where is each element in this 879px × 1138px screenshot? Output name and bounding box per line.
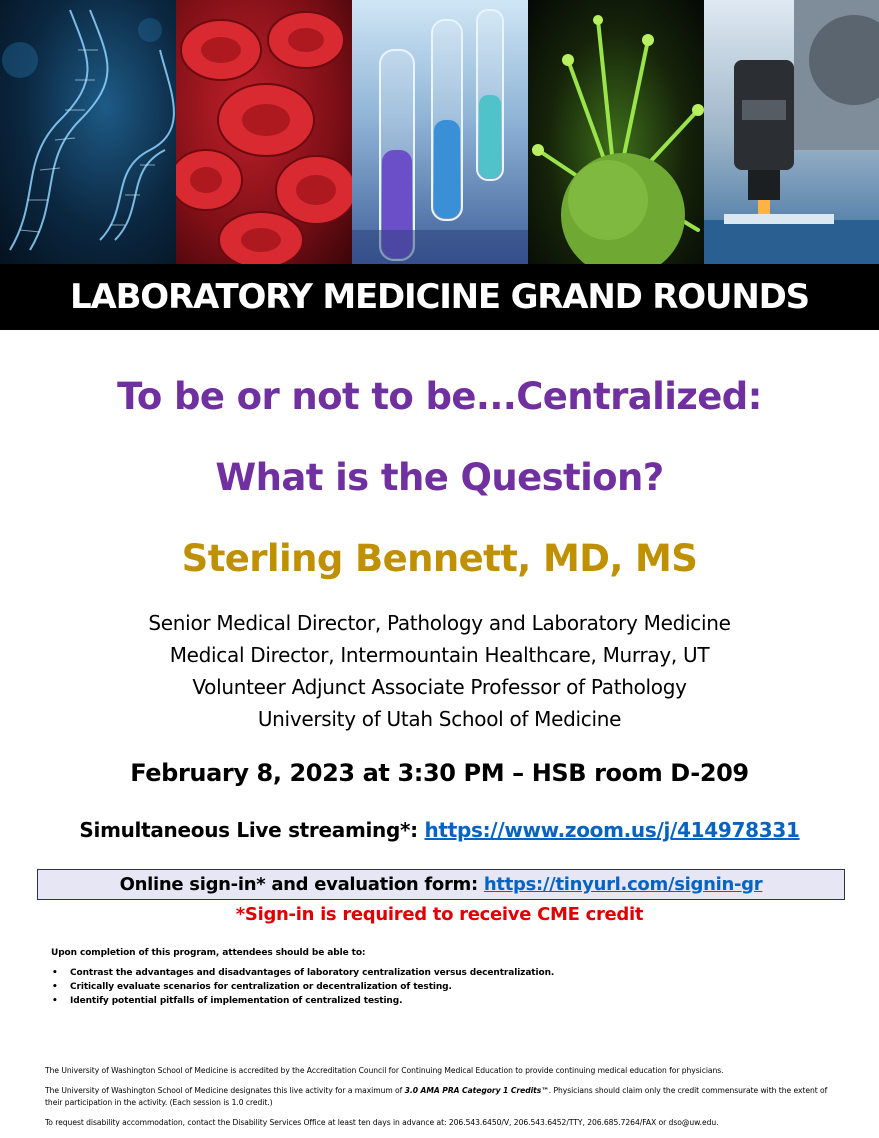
- stream-label: Simultaneous Live streaming*:: [79, 818, 425, 842]
- grand-rounds-title-bar: [0, 264, 879, 330]
- objectives-list: [52, 966, 554, 1008]
- accreditation-statement: The University of Washington School of Medicine is accredited by the Accreditation Council for Continuing Medical Education to provide continuing medical education for physicians.: [45, 1066, 724, 1075]
- test-tubes-image: [352, 0, 528, 264]
- list-item: • Contrast the advantages and disadvantages of laboratory centralization versus decentralization.: [52, 968, 555, 978]
- blood-cells-image: [176, 0, 352, 264]
- speaker-affiliation: Medical Director, Intermountain Healthcare, Murray, UT: [169, 643, 710, 667]
- credit-designation: The University of Washington School of Medicine designates this live activity for a maximum of 3.0 AMA PRA Category 1 Credits™. Physicians should claim only the credit commensurate with the extent of their participation in the activity. (Each session is 1.0 credit.): [45, 1086, 828, 1107]
- event-datetime: February 8, 2023 at 3:30 PM – HSB room D-209: [130, 759, 749, 787]
- disability-accommodation: To request disability accommodation, contact the Disability Services Office at least ten days in advance at: 206.543.6450/V, 206.543.6452/TTY, 206.685.7264/FAX or dso@uw.edu.: [45, 1118, 719, 1127]
- live-stream-line: [0, 818, 879, 842]
- bullet-icon: •: [52, 982, 58, 992]
- list-item: • Identify potential pitfalls of implementation of centralized testing.: [52, 996, 403, 1006]
- speaker-name: Sterling Bennett, MD, MS: [181, 537, 698, 580]
- list-item: • Critically evaluate scenarios for centralization or decentralization of testing.: [52, 982, 452, 992]
- signin-label: Online sign-in* and evaluation form:: [119, 874, 478, 895]
- signin-link[interactable]: https://tinyurl.com/signin-gr: [483, 874, 763, 895]
- microscope-image: [704, 0, 879, 264]
- objectives-heading: Upon completion of this program, attendees should be able to:: [51, 948, 366, 958]
- series-title: LABORATORY MEDICINE GRAND ROUNDS: [70, 277, 809, 317]
- bullet-icon: •: [52, 968, 58, 978]
- speaker-affiliation: Volunteer Adjunct Associate Professor of Pathology: [192, 675, 687, 699]
- talk-title-line2: What is the Question?: [215, 456, 664, 499]
- talk-title-line1: To be or not to be...Centralized:: [117, 375, 762, 418]
- bullet-icon: •: [52, 996, 58, 1006]
- speaker-affiliation: Senior Medical Director, Pathology and Laboratory Medicine: [148, 611, 731, 635]
- banner-images: [0, 0, 879, 264]
- dna-image: [0, 0, 176, 264]
- signin-box: [37, 869, 845, 900]
- zoom-link[interactable]: https://www.zoom.us/j/414978331: [424, 818, 800, 842]
- virus-image: [528, 0, 704, 264]
- speaker-affiliation: University of Utah School of Medicine: [257, 707, 622, 731]
- cme-note: *Sign-in is required to receive CME credit: [235, 904, 644, 925]
